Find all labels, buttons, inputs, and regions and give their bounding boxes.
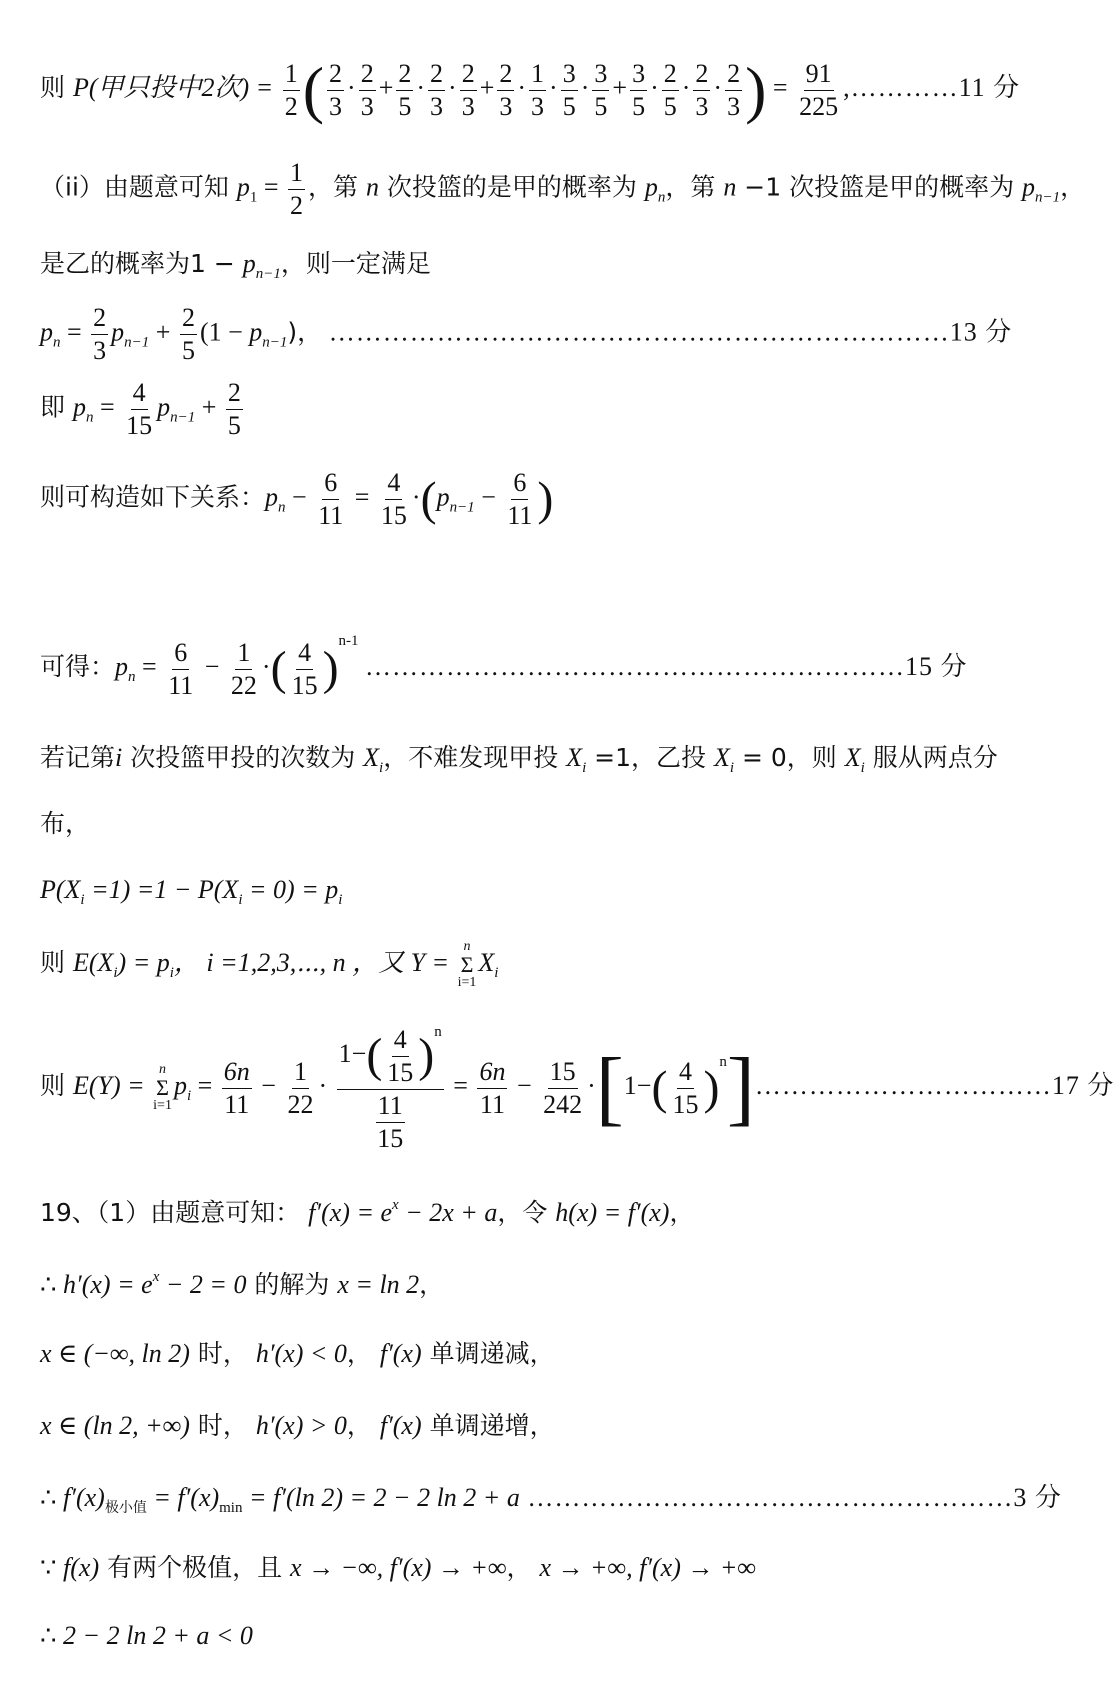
formula: h′(x) < 0 [255, 1339, 347, 1368]
formula: p [436, 482, 450, 512]
text: 则 [40, 947, 73, 977]
text: = 0，则 [734, 743, 845, 772]
formula: = [257, 172, 279, 202]
text: ， [669, 1198, 695, 1227]
text: 单调递增， [421, 1411, 555, 1440]
text: 则 [40, 72, 73, 102]
fraction: $\frac{1}{22}$ [230, 637, 257, 700]
fraction: $\frac{3}{5}$ [632, 58, 646, 121]
text: ，不难发现甲投 [383, 743, 567, 772]
fraction: $\frac{2}{3}$ [430, 58, 444, 121]
text: 时， [189, 1339, 256, 1368]
formula: − [285, 482, 307, 512]
formula: = f′(ln 2) = 2 − 2 ln 2 + a [242, 1483, 520, 1512]
formula: X [566, 743, 583, 772]
line-b-probability [40, 248, 1060, 283]
fraction-result: $\frac{91}{225}$ [799, 58, 839, 121]
text: =1，乙投 [586, 743, 714, 772]
subscript: i [379, 760, 384, 776]
fraction: $\frac{2}{3}$ [360, 58, 374, 121]
line-construct-relation [40, 470, 1060, 529]
paren-close: ) [703, 1061, 720, 1115]
formula: E(X [72, 947, 114, 977]
formula: ∴ [40, 1621, 64, 1650]
formula: = [191, 1071, 213, 1101]
fraction: $\frac{2}{3}$ [727, 58, 741, 121]
line-conclusion [40, 1620, 1060, 1651]
fraction: $\frac{1}{2}$ [284, 58, 298, 121]
line-two-extrema [40, 1552, 1060, 1583]
subscript: n−1 [124, 334, 150, 351]
formula: + [195, 392, 217, 422]
text: ，令 [497, 1198, 556, 1227]
formula: X [844, 743, 861, 772]
formula: p [72, 392, 86, 422]
fraction: $\frac{3}{5}$ [594, 58, 608, 121]
exponent: n-1 [338, 633, 359, 649]
formula: x ∈ (ln 2, +∞) [40, 1411, 190, 1440]
line-hprime-solution [40, 1268, 1060, 1300]
line-closed-form [40, 632, 1060, 699]
fraction: $\frac{6}{11}$ [168, 637, 194, 700]
formula: − [510, 1071, 532, 1101]
formula: · [587, 1071, 596, 1101]
fraction: $\frac{2}{5}$ [398, 58, 412, 121]
formula: = [93, 392, 115, 422]
subscript: i [338, 892, 343, 908]
fraction: $\frac{4}{15}$ [291, 637, 318, 700]
formula: f′(x) [379, 1411, 422, 1440]
score-marker: ……………………………………………………15 分 [365, 652, 968, 681]
formula: p [236, 172, 250, 202]
text: 布， [40, 809, 91, 838]
subscript: n [278, 499, 286, 516]
subscript: n [128, 669, 136, 685]
formula: f(x) [63, 1553, 100, 1582]
formula: = 0) = p [242, 875, 339, 904]
subscript: min [219, 1500, 243, 1516]
formula: − [198, 652, 220, 681]
text: 的解为 [246, 1270, 338, 1299]
text: 19、（1）由题意可知： [40, 1198, 309, 1227]
subscript: i [80, 892, 85, 908]
text: ，第 [665, 172, 724, 202]
formula: p [115, 652, 129, 681]
formula: · [261, 652, 271, 681]
subscript: n−1 [255, 266, 281, 282]
formula: h(x) = f′(x) [555, 1198, 670, 1227]
paren-close: ) [322, 642, 339, 696]
fraction: $\frac{6}{11}$ [318, 468, 344, 530]
formula: f′(x) [379, 1339, 422, 1368]
line-define-xi [40, 742, 1060, 777]
fraction: $\frac{2}{5}$ [227, 378, 241, 440]
line-minimum-value [40, 1482, 1060, 1517]
exponent: n [719, 1054, 727, 1071]
formula: p [644, 172, 658, 202]
subscript: i [582, 760, 587, 776]
text: 即 [40, 392, 73, 422]
formula: n [723, 172, 737, 202]
paren-open: ( [651, 1061, 668, 1115]
score-marker: ……………………………17 分 [754, 1071, 1114, 1101]
line-prob-xi [40, 874, 1060, 909]
formula: X [713, 743, 730, 772]
line-probability-two-hits: 则 P(甲只投中2次) = $\frac{1}{2}$ ( $\frac{2}{3}$ · $\frac{2}{3}$ + $\frac{2}{5}$ · $\frac{2}{3}$ · $\frac{2}{3}$ + $\frac{2}{3}$ · $\frac{1}{3}$ · $\frac{3}{5}$ · $\frac{3}{5}$ + $\frac{3}{5}$ · $\frac{2}{5}$ · $\frac{2}{3}$ · $\frac{2}{3}$ ) = $\frac{91}{225}$ ,…………11 分 [40, 54, 1021, 125]
fraction: $\frac{2}{3}$ [499, 58, 513, 121]
text: 服从两点分 [864, 743, 998, 772]
fraction: $\frac{2}{3}$ [461, 58, 475, 121]
subscript: n [657, 189, 666, 206]
formula: p [111, 317, 125, 347]
formula: ) = p [117, 947, 170, 977]
line-expectation-y [40, 1024, 1114, 1153]
subscript: n−1 [449, 499, 475, 516]
formula: p [157, 392, 171, 422]
text: 可得： [40, 652, 116, 681]
subscript: n−1 [170, 409, 196, 426]
line-ii-intro [40, 158, 1086, 220]
fraction: $\frac{6n}{11}$ [479, 1056, 506, 1119]
subscript: i [169, 964, 174, 981]
fraction: $\frac{1}{3}$ [531, 58, 545, 121]
formula: = [348, 482, 370, 512]
paren-open: ( [270, 642, 287, 696]
score-marker: ……………………………………………………………13 分 [328, 317, 1013, 347]
text: 是乙的概率为1 − [40, 249, 243, 278]
formula: 2 − 2 ln 2 + a < 0 [63, 1621, 253, 1650]
fraction: $\frac{4}{15}$ [126, 378, 153, 440]
text: ， [506, 1553, 540, 1582]
formula: − 2x + a [398, 1198, 498, 1227]
formula: = [135, 652, 157, 681]
formula: ， i =1,2,3,⋯, n ，又 Y = [173, 947, 450, 977]
fraction: $\frac{2}{5}$ [663, 58, 677, 121]
fraction: $\frac{6n}{11}$ [223, 1056, 250, 1119]
formula: − 2 = 0 [159, 1270, 247, 1299]
score-marker: ,…………11 分 [843, 72, 1021, 102]
text: 则 [40, 1071, 73, 1101]
score-marker: ………………………………………………3 分 [519, 1483, 1062, 1512]
line-simplified-recurrence [40, 380, 1060, 439]
formula: E(Y) = [72, 1071, 145, 1101]
fraction: $\frac{2}{3}$ [695, 58, 709, 121]
bracket-close: ] [726, 1041, 755, 1135]
formula: f′(x) [63, 1483, 105, 1512]
formula: p [173, 1071, 187, 1101]
subscript: i [238, 892, 243, 908]
formula: − [254, 1071, 276, 1101]
summation: n Σ i=1 [153, 1062, 172, 1114]
formula: x → +∞, f′(x) → +∞ [539, 1553, 756, 1582]
subscript: 极小值 [104, 1500, 147, 1516]
subscript: 1 [249, 189, 258, 206]
bracket-open: [ [595, 1041, 624, 1135]
line-decreasing [40, 1338, 1060, 1369]
text: ， [419, 1270, 445, 1299]
formula: f′(x) = e [308, 1198, 393, 1227]
fraction: $\frac{2}{3}$ [329, 58, 343, 121]
fraction: $\frac{4}{15}$ [672, 1056, 699, 1119]
formula: = f′(x) [146, 1483, 220, 1512]
subscript: n [85, 409, 94, 426]
text: ， [346, 1411, 380, 1440]
formula: ∴ [40, 1483, 64, 1512]
text: ， [1060, 172, 1086, 202]
line-expectation-xi [40, 940, 1060, 990]
formula: · [411, 482, 421, 512]
formula: ∴ [40, 1270, 64, 1299]
line-q19-intro [40, 1196, 1060, 1228]
formula: P(X [40, 875, 81, 904]
subscript: i [186, 1088, 192, 1105]
line-increasing [40, 1410, 1060, 1441]
subscript: n [53, 334, 61, 351]
formula: p [1022, 172, 1036, 202]
fraction: $\frac{15}{242}$ [543, 1056, 583, 1119]
formula: x ∈ (−∞, ln 2) [40, 1339, 190, 1368]
text: 有两个极值，且 [99, 1553, 291, 1582]
text: 若记第 [40, 743, 116, 772]
fraction: $\frac{1}{22}$ [287, 1056, 314, 1119]
formula: x → −∞, f′(x) → +∞ [290, 1553, 507, 1582]
formula: p [265, 482, 279, 512]
formula: i [115, 743, 123, 772]
formula: = [446, 1071, 468, 1101]
text: 则可构造如下关系： [40, 482, 266, 512]
formula: − [474, 482, 496, 512]
formula: p [249, 317, 263, 347]
subscript: i [113, 964, 118, 981]
paren-close: ) [537, 472, 554, 526]
text: ，第 [308, 172, 366, 202]
subscript: i [860, 760, 865, 776]
paren-open: ( [302, 54, 325, 125]
summation: n Σ i=1 [457, 939, 477, 990]
paren-open: ( [420, 472, 437, 526]
text: （ii）由题意可知 [40, 172, 237, 202]
text: −1 次投篮是甲的概率为 [736, 172, 1023, 202]
formula: = [60, 317, 82, 347]
text: ，则一定满足 [280, 249, 431, 278]
formula: p [242, 249, 256, 278]
formula: x = ln 2 [337, 1270, 420, 1299]
subscript: n−1 [262, 334, 288, 351]
line-recurrence [40, 305, 1060, 364]
formula: n [365, 172, 379, 202]
formula: h′(x) > 0 [255, 1411, 347, 1440]
formula: X [478, 947, 495, 977]
formula: =1) =1 − P(X [84, 875, 239, 904]
subscript: i [729, 760, 735, 776]
exponent: x [152, 1269, 160, 1285]
formula: ∵ [40, 1553, 64, 1582]
fraction: $\frac{2}{3}$ [93, 303, 107, 365]
formula: 1− [623, 1071, 652, 1101]
text: 时， [189, 1411, 256, 1440]
text: 单调递减， [421, 1339, 555, 1368]
fraction: $\frac{2}{5}$ [181, 303, 195, 365]
formula: · [318, 1071, 328, 1101]
formula: + [149, 317, 171, 347]
text: )， [287, 317, 323, 347]
line-distribution [40, 808, 1060, 839]
fraction: $\frac{1}{2}$ [290, 158, 304, 220]
formula: (1 − [199, 317, 250, 347]
fraction: $\frac{3}{5}$ [562, 58, 576, 121]
fraction-compound: 1−( $\frac{4}{15}$ )$^n$ $\frac{11}{15}$ [338, 1024, 442, 1153]
formula: p [40, 317, 53, 347]
subscript: n−1 [1035, 189, 1061, 206]
formula: h′(x) = e [63, 1270, 153, 1299]
subscript: i [494, 964, 499, 981]
text: 次投篮的是甲的概率为 [378, 172, 645, 202]
formula: P(甲只投中2次) = [72, 72, 274, 102]
formula: X [363, 743, 380, 772]
fraction: $\frac{6}{11}$ [507, 468, 533, 530]
text: 次投篮甲投的次数为 [122, 743, 364, 772]
exponent: x [392, 1197, 399, 1213]
text: ， [346, 1339, 380, 1368]
fraction: $\frac{4}{15}$ [380, 468, 407, 530]
paren-close: ) [745, 54, 767, 125]
